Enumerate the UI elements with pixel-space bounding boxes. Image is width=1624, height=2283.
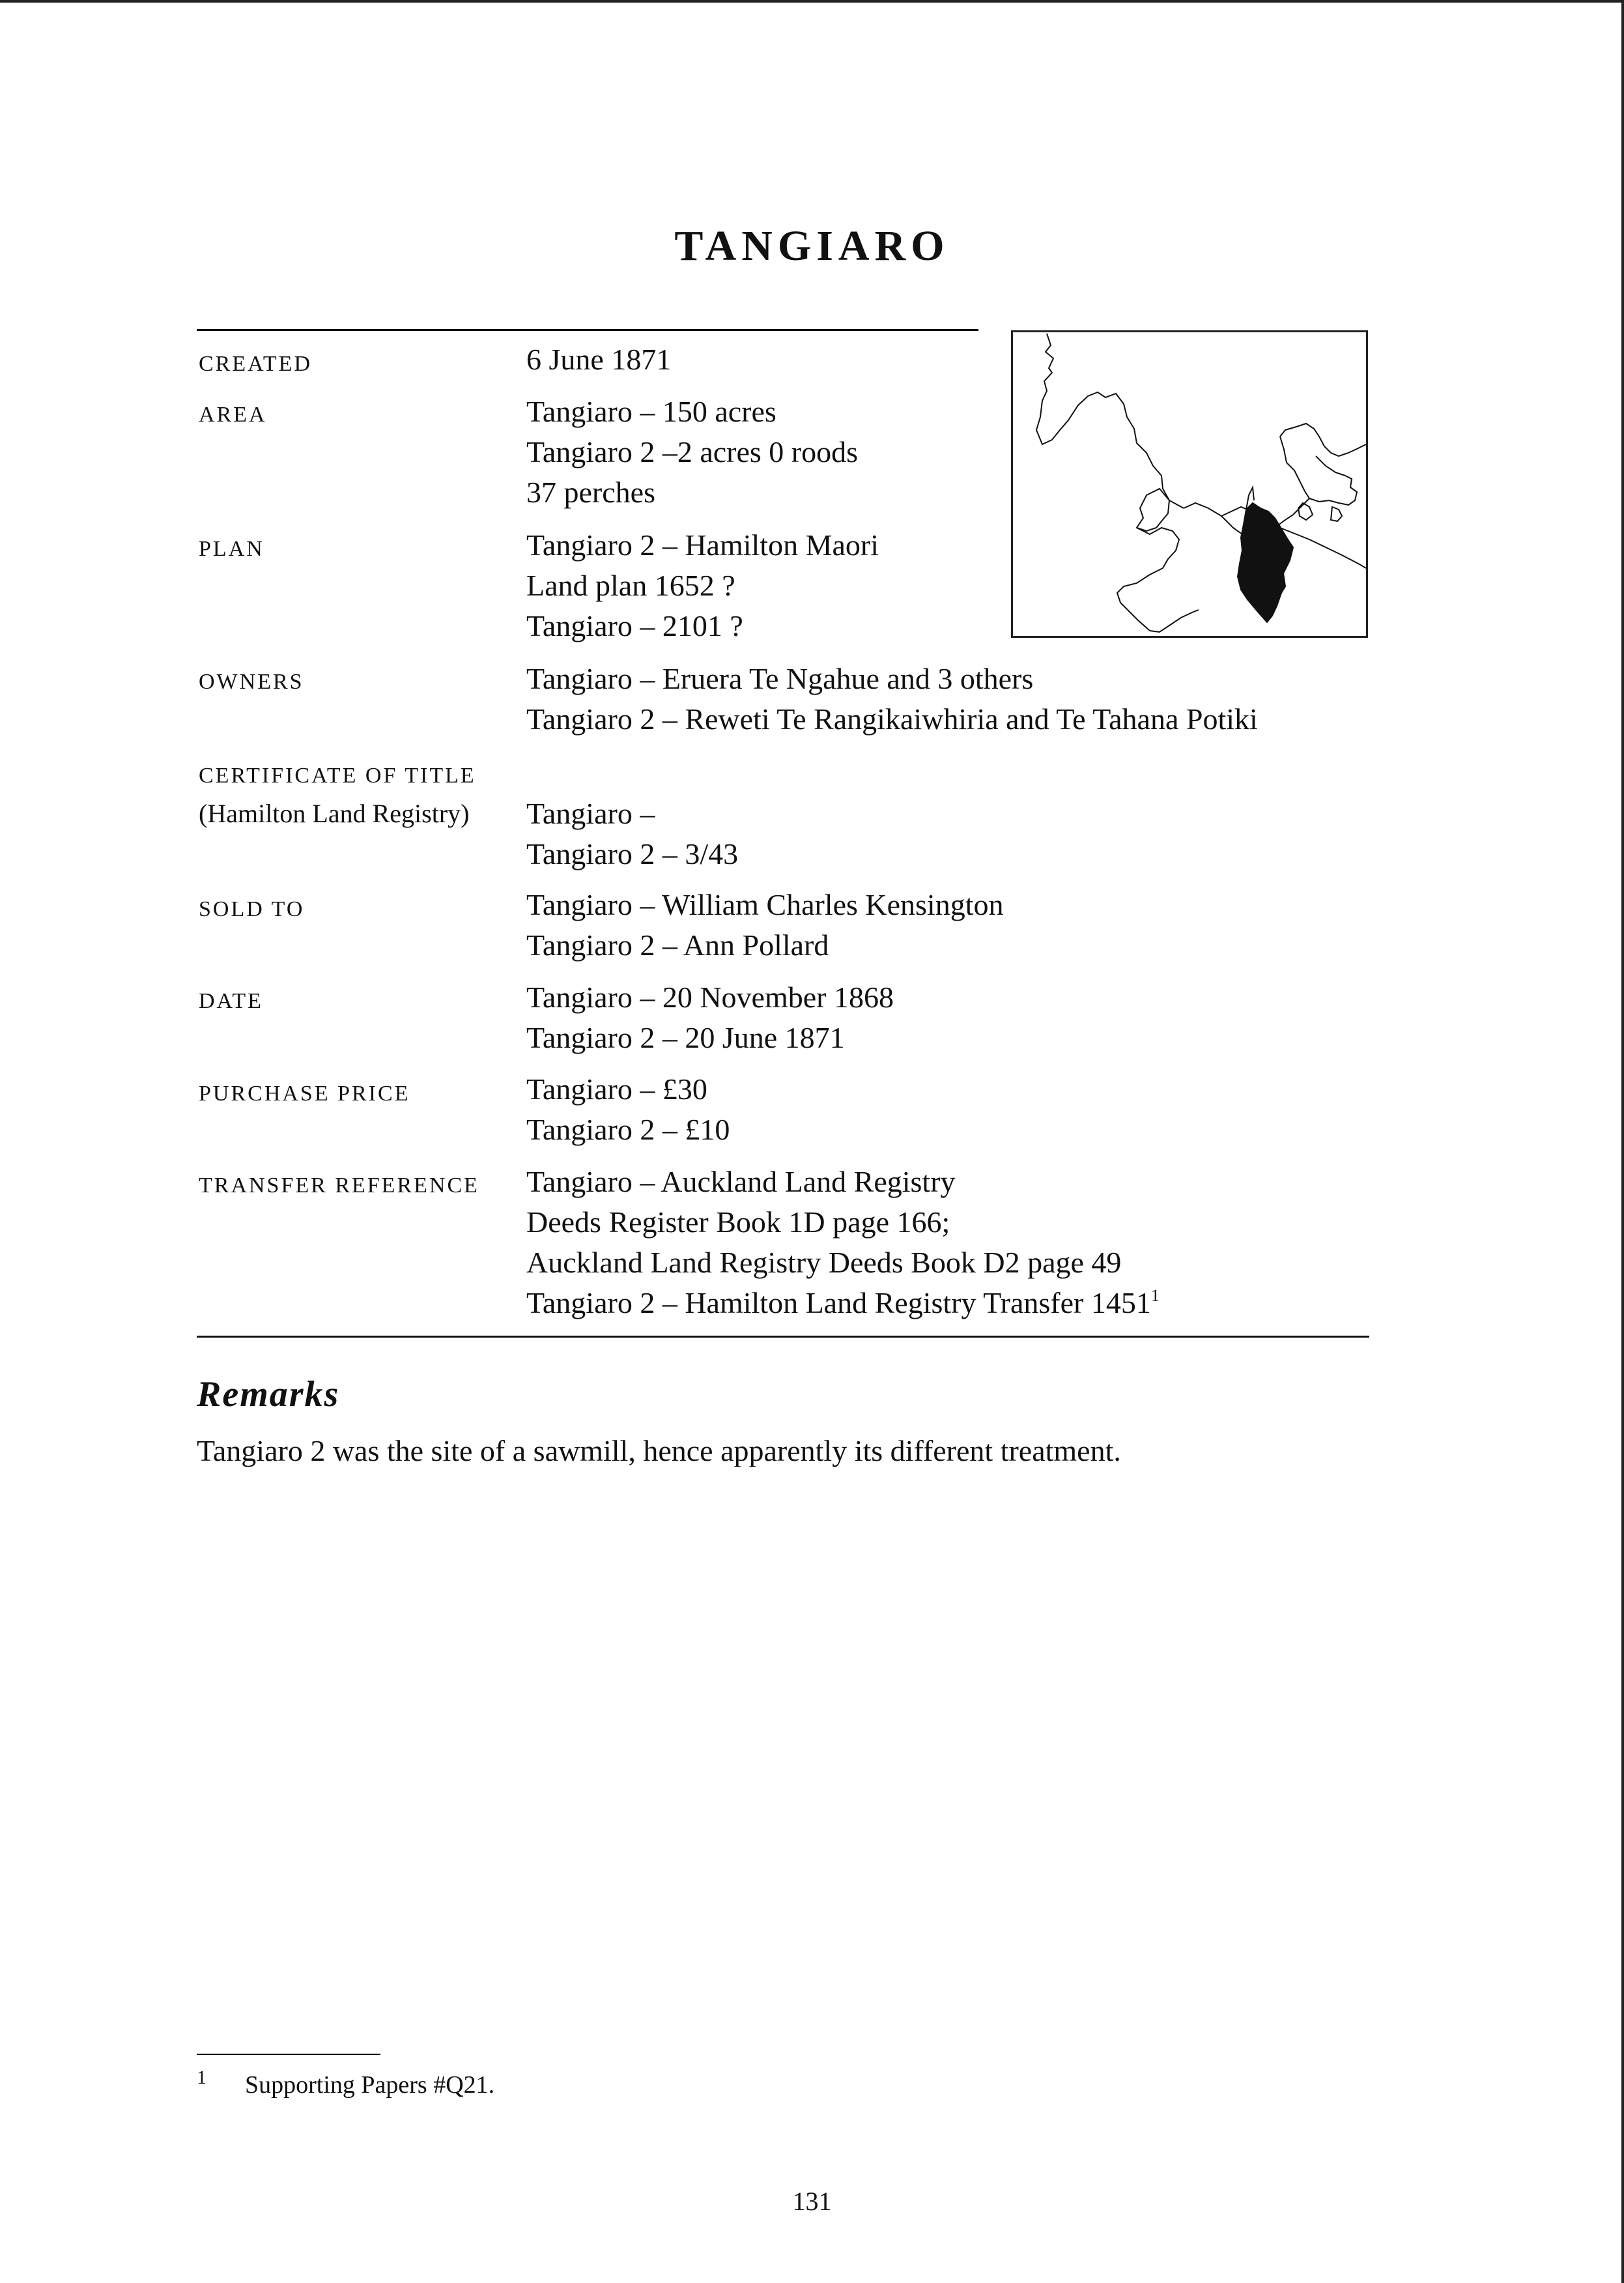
label-certificate-of-title: CERTIFICATE OF TITLE bbox=[199, 764, 476, 788]
value-line: Auckland Land Registry Deeds Book D2 page 49 bbox=[526, 1246, 1122, 1279]
label-created: CREATED bbox=[199, 352, 312, 376]
value-line: Tangiaro 2 – £10 bbox=[526, 1113, 730, 1146]
page-top-border bbox=[0, 0, 1624, 3]
page-right-border bbox=[1621, 0, 1624, 2283]
value-line: Tangiaro – 150 acres bbox=[526, 395, 776, 428]
value-line: Tangiaro – Auckland Land Registry bbox=[526, 1165, 956, 1198]
table-top-rule bbox=[197, 329, 978, 331]
page-number: 131 bbox=[792, 2187, 832, 2216]
value-certificate-of-title bbox=[526, 794, 738, 874]
value-owners bbox=[526, 659, 1258, 739]
value-line: 6 June 1871 bbox=[526, 343, 672, 376]
remarks-text: Tangiaro 2 was the site of a sawmill, hence apparently its different treatment. bbox=[197, 1434, 1121, 1467]
value-line: 37 perches bbox=[526, 476, 655, 509]
remarks-heading: Remarks bbox=[197, 1374, 340, 1414]
label-sold-to: SOLD TO bbox=[199, 897, 305, 921]
value-created bbox=[526, 339, 671, 380]
value-transfer-reference bbox=[526, 1162, 1160, 1323]
footnote-reference: 1 bbox=[1150, 1286, 1160, 1305]
value-line: Tangiaro 2 – 3/43 bbox=[526, 837, 739, 870]
label-transfer-reference: TRANSFER REFERENCE bbox=[199, 1173, 479, 1198]
value-plan bbox=[526, 525, 879, 646]
value-line: Land plan 1652 ? bbox=[526, 569, 735, 602]
page-title: TANGIARO bbox=[674, 222, 950, 270]
label-certificate-registry: (Hamilton Land Registry) bbox=[199, 799, 470, 828]
value-date bbox=[526, 977, 894, 1058]
footnote-rule bbox=[197, 2054, 380, 2055]
value-line: Tangiaro – £30 bbox=[526, 1072, 707, 1106]
label-plan: PLAN bbox=[199, 537, 264, 561]
value-line: Tangiaro 2 – Ann Pollard bbox=[526, 928, 829, 962]
label-area: AREA bbox=[199, 403, 267, 427]
label-date: DATE bbox=[199, 989, 263, 1013]
value-line: Deeds Register Book 1D page 166; bbox=[526, 1205, 950, 1239]
footnote-text: Supporting Papers #Q21. bbox=[245, 2071, 495, 2099]
value-line: Tangiaro 2 –2 acres 0 roods bbox=[526, 435, 859, 468]
value-line: Tangiaro – 20 November 1868 bbox=[526, 981, 894, 1014]
value-sold-to bbox=[526, 885, 1004, 966]
value-area bbox=[526, 392, 858, 513]
footnote-number: 1 bbox=[197, 2067, 207, 2088]
map-graphic bbox=[1013, 332, 1366, 636]
location-map bbox=[1011, 330, 1368, 638]
value-line: Tangiaro – William Charles Kensington bbox=[526, 888, 1004, 921]
value-line: Tangiaro – bbox=[526, 797, 655, 830]
value-line bbox=[526, 1283, 1160, 1323]
value-purchase-price bbox=[526, 1069, 730, 1150]
value-line-text: Tangiaro 2 – Hamilton Land Registry Transfer 1451 bbox=[526, 1286, 1151, 1319]
value-line: Tangiaro 2 – 20 June 1871 bbox=[526, 1021, 845, 1054]
label-owners: OWNERS bbox=[199, 670, 304, 694]
value-line: Tangiaro – Eruera Te Ngahue and 3 others bbox=[526, 662, 1034, 695]
table-bottom-rule bbox=[197, 1336, 1369, 1338]
value-line: Tangiaro – 2101 ? bbox=[526, 609, 743, 642]
label-purchase-price: PURCHASE PRICE bbox=[199, 1082, 410, 1106]
value-line: Tangiaro 2 – Reweti Te Rangikaiwhiria and Te Tahana Potiki bbox=[526, 702, 1258, 736]
value-line: Tangiaro 2 – Hamilton Maori bbox=[526, 528, 879, 562]
